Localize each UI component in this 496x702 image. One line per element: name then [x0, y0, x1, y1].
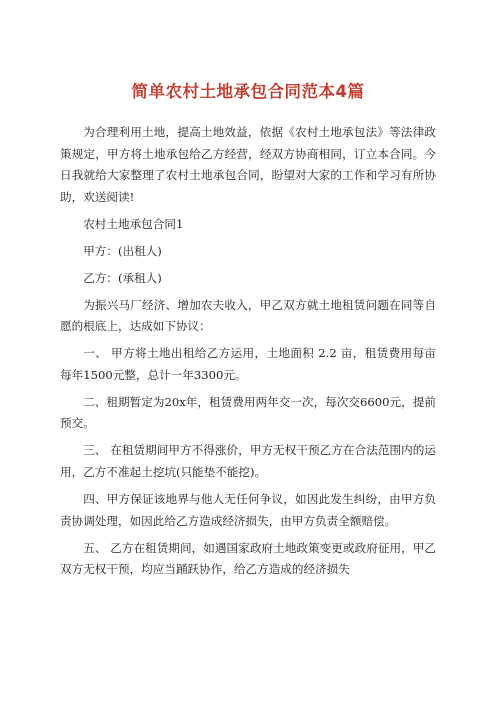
clause-2: 二、租期暂定为20x年，租赁费用两年交一次，每次交6600元，提前预交。	[60, 394, 436, 431]
document-title: 简单农村土地承包合同范本4篇	[131, 82, 365, 101]
party-b-line: 乙方：(承租人)	[83, 270, 162, 285]
party-a-line: 甲方：(出租人)	[83, 243, 162, 258]
clause-5: 五、 乙方在租赁期间，如遇国家政府土地政策变更或政府征用，甲乙双方无权干预，均应当踊跃协作，给乙方造成的经济损失	[60, 540, 436, 577]
preamble-paragraph: 为振兴马厂经济、增加农夫收入，甲乙双方就土地租赁问题在同等自愿的根底上，达成如下协议：	[60, 297, 436, 334]
document-body	[60, 122, 436, 586]
contract-heading: 农村土地承包合同1	[83, 216, 184, 231]
clause-3: 三、 在租赁期间甲方不得涨价，甲方无权干预乙方在合法范围内的运用，乙方不准起土挖坑(只能垫不能挖)。	[60, 443, 436, 480]
clause-1: 一、 甲方将土地出租给乙方运用，土地面积 2.2 亩，租赁费用每亩每年1500元整，总计一年3300元。	[60, 346, 436, 382]
clause-4: 四、甲方保证该地界与他人无任何争议，如因此发生纠纷，由甲方负责协调处理，如因此给乙方造成经济损失，由甲方负责全额赔偿。	[60, 492, 436, 528]
intro-paragraph: 为合理利用土地，提高土地效益，依据《农村土地承包法》等法律政策规定，甲方将土地承包给乙方经营，经双方协商相同，订立本合同。今日我就给大家整理了农村土地承包合同，盼望对大家的工作和学习有所协助，欢送阅读!	[60, 125, 436, 204]
